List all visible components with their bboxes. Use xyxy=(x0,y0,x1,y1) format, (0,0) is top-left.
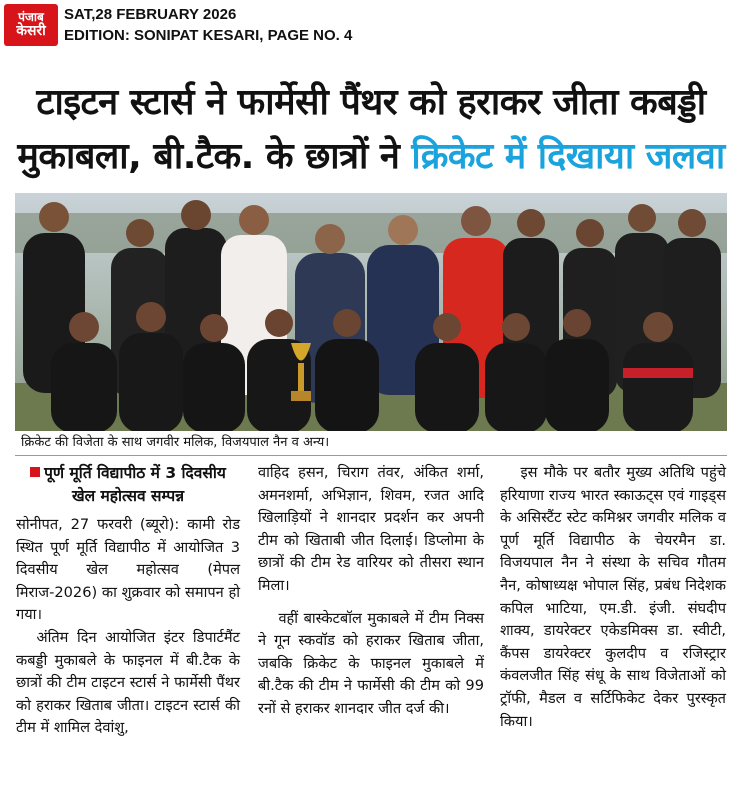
group-photo xyxy=(15,193,727,431)
logo-line-2: केसरी xyxy=(16,22,46,39)
group-photo-illustration xyxy=(15,193,727,431)
logo-line-1: पंजाब xyxy=(18,10,44,25)
headline-line-1: टाइटन स्टार्स ने फार्मेसी पैंथर को हराकर जीता कबड्डी xyxy=(36,82,706,123)
article-subhead xyxy=(16,462,240,508)
edition-meta xyxy=(64,4,352,46)
headline-line-2-accent: क्रिकेट में दिखाया जलवा xyxy=(411,136,725,177)
article-column-3 xyxy=(500,462,726,733)
headline-line-2-plain: मुकाबला, बी.टैक. के छात्रों ने xyxy=(17,136,400,177)
masthead xyxy=(0,0,742,52)
red-square-bullet-icon xyxy=(30,467,40,477)
headline xyxy=(0,76,742,184)
punjab-kesari-logo xyxy=(4,4,58,46)
article-paragraph-3: वाहिद हसन, चिराग तंवर, अंकित शर्मा, अमनशर्मा, अभिज्ञान, शिवम, रजत आदि खिलाड़ियों ने शानदार प्रदर्शन कर अपनी टीम को खिताबी जीत दिलाई। डिप्लोमा के छात्रों की टीम रेड वारियर को तीसरा स्थान मिला। xyxy=(258,464,484,594)
article-paragraph-5: इस मौके पर बतौर मुख्य अतिथि पहुंचे हरियाणा राज्य भारत स्काऊट्स एवं गाइड्स के असिस्टैंट स्टेट कमिश्नर जगवीर मलिक व पूर्ण मूर्ति विद्यापीठ के चेयरमैन डा. विजयपाल नैन ने संस्था के सचिव गौतम नैन, कोषाध्यक्ष भोपाल सिंह, प्रबंध निदेशक कपिल भाटिया, एम.डी. इंजी. संघदीप शाक्य, डायरेक्टर एकेडमिक्स डा. स्वीटी, कैंपस डायरेक्टर कुलदीप व रजिस्ट्रार कंवलजीत सिंह संधू के साथ विजेताओं को ट्रॉफी, मैडल व सर्टिफिकेट देकर पुरस्कृत किया। xyxy=(500,464,726,730)
edition-info: EDITION: SONIPAT KESARI, PAGE NO. 4 xyxy=(64,27,353,44)
article-paragraph-4: वहीं बास्केटबॉल मुकाबले में टीम निक्स ने गून स्कवॉड को हराकर खिताब जीता, जबकि क्रिकेट के फाइनल मुकाबले में बी.टैक की टीम ने फार्मेसी की टीम को 99 रनों से हराकर शानदार जीत दर्ज की। xyxy=(258,609,484,717)
article-paragraph-1: सोनीपत, 27 फरवरी (ब्यूरो): कामी रोड स्थित पूर्ण मूर्ति विद्यापीठ में आयोजित 3 दिवसीय खेल महोत्सव (मेपल मिराज-2026) का शुक्रवार को समापन हो गया। xyxy=(16,516,240,624)
article-column-1 xyxy=(16,462,240,740)
headline-line-2 xyxy=(0,130,742,184)
publication-date: SAT,28 FEBRUARY 2026 xyxy=(64,6,237,23)
article-paragraph-2: अंतिम दिन आयोजित इंटर डिपार्टमैंट कबड्डी मुकाबले के फाइनल में बी.टैक के छात्रों की टीम टाइटन स्टार्स ने फार्मेसी पैंथर को हराकर खिताब जीता। टाइटन स्टार्स की टीम में शामिल देवांशु, xyxy=(16,628,240,737)
article-column-2 xyxy=(258,462,484,721)
article-subhead-text: पूर्ण मूर्ति विद्यापीठ में 3 दिवसीय खेल महोत्सव सम्पन्न xyxy=(44,464,226,505)
photo-caption: क्रिकेट की विजेता के साथ जगवीर मलिक, विजयपाल नैन व अन्य। xyxy=(15,432,727,456)
